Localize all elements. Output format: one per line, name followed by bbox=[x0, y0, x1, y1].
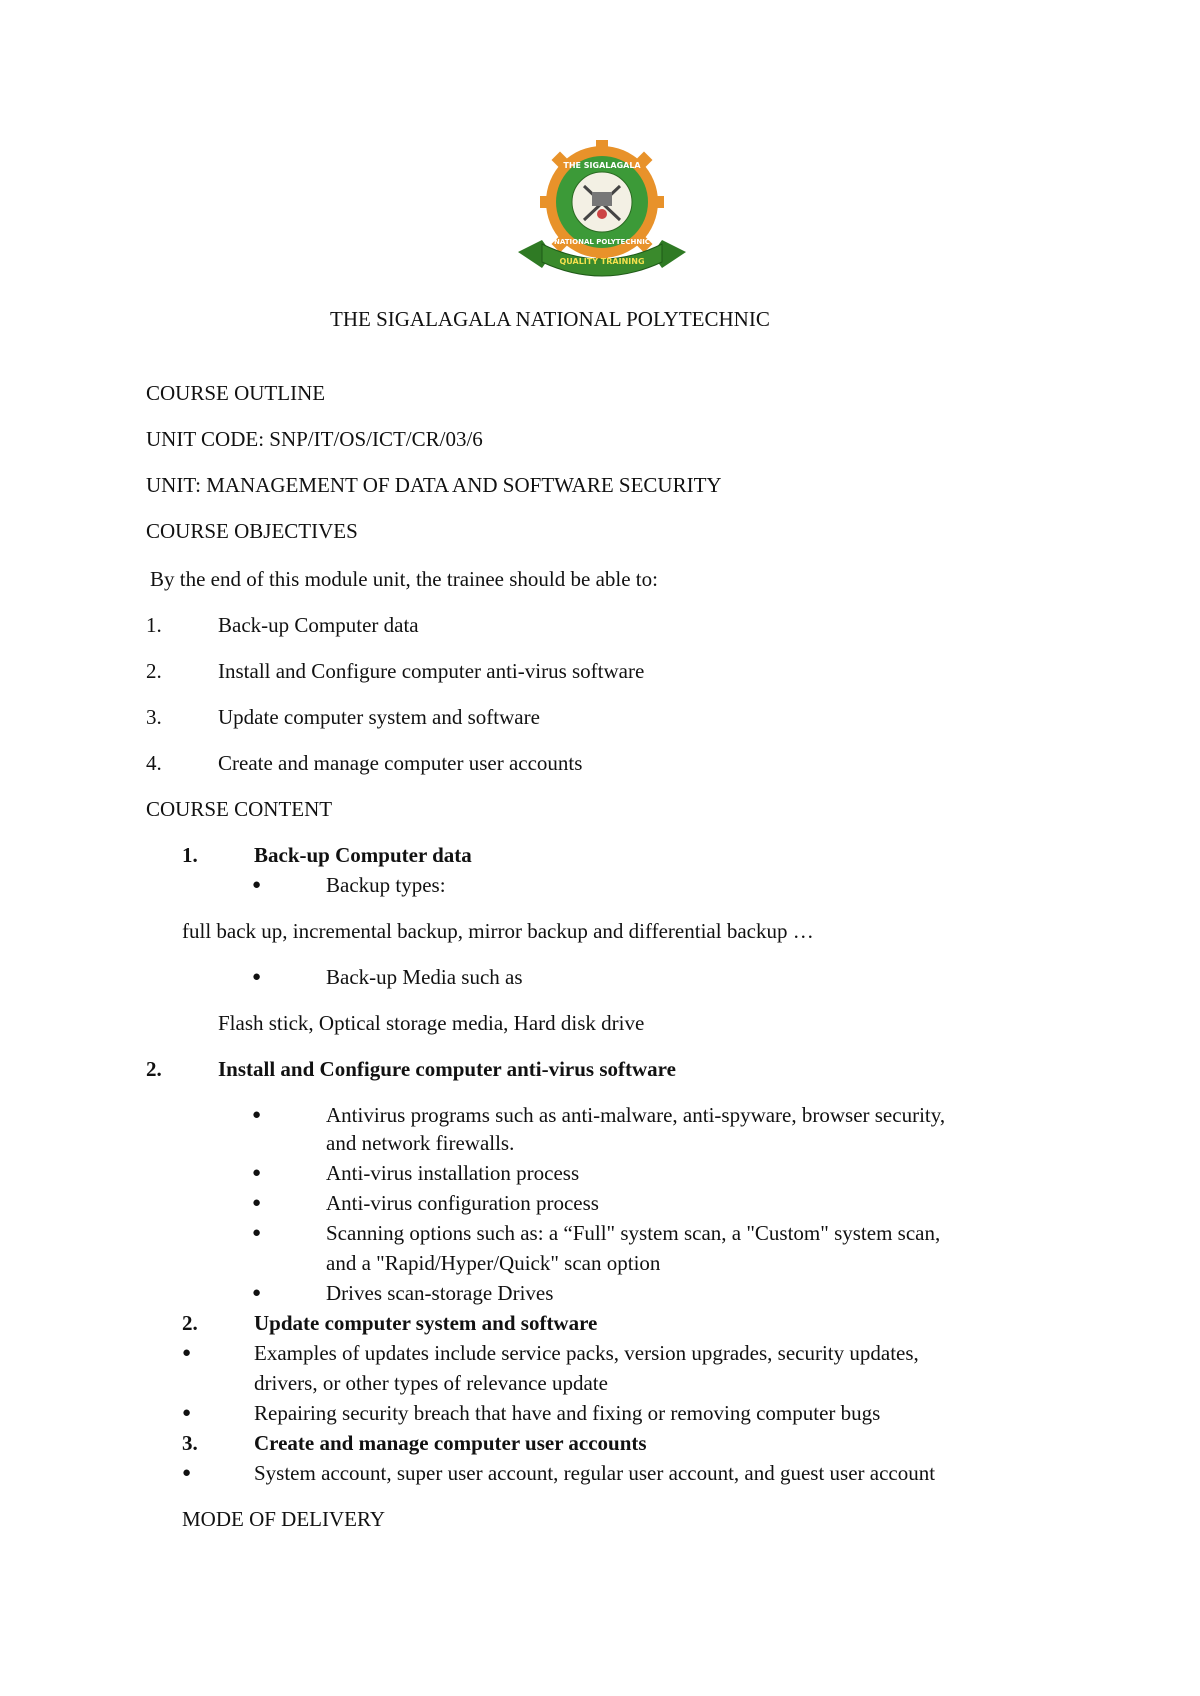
objective-number: 1. bbox=[146, 613, 162, 637]
list-item-continuation: and network firewalls. bbox=[326, 1131, 515, 1155]
list-item: Anti-virus installation process bbox=[326, 1161, 580, 1185]
list-item: Drives scan-storage Drives bbox=[326, 1281, 554, 1305]
list-item: Back-up Media such as bbox=[326, 965, 523, 989]
list-item-continuation: and a "Rapid/Hyper/Quick" scan option bbox=[326, 1251, 661, 1275]
section-title: Update computer system and software bbox=[254, 1311, 598, 1335]
bullet-icon: ● bbox=[252, 1225, 262, 1241]
section-title: Install and Configure computer anti-virus software bbox=[218, 1057, 676, 1081]
section-number: 3. bbox=[182, 1431, 198, 1455]
list-item-continuation: drivers, or other types of relevance update bbox=[254, 1371, 608, 1395]
objective-text: Back-up Computer data bbox=[218, 613, 419, 637]
bullet-icon: ● bbox=[252, 1107, 262, 1123]
section-number: 1. bbox=[182, 843, 198, 867]
backup-media-line: Flash stick, Optical storage media, Hard disk drive bbox=[218, 1011, 645, 1035]
bullet-icon: ● bbox=[252, 1195, 262, 1211]
objectives-intro: By the end of this module unit, the trainee should be able to: bbox=[150, 567, 658, 591]
objective-text: Create and manage computer user accounts bbox=[218, 751, 583, 775]
list-item: System account, super user account, regular user account, and guest user account bbox=[254, 1461, 936, 1485]
mode-of-delivery-heading: MODE OF DELIVERY bbox=[182, 1507, 385, 1531]
list-item: Antivirus programs such as anti-malware, anti-spyware, browser security, bbox=[326, 1103, 946, 1127]
course-objectives-heading: COURSE OBJECTIVES bbox=[146, 519, 358, 543]
svg-text:THE SIGALAGALA: THE SIGALAGALA bbox=[563, 161, 641, 170]
section-title: Back-up Computer data bbox=[254, 843, 472, 867]
bullet-icon: ● bbox=[252, 1285, 262, 1301]
unit-code: UNIT CODE: SNP/IT/OS/ICT/CR/03/6 bbox=[146, 427, 483, 451]
objective-number: 4. bbox=[146, 751, 162, 775]
list-item: Examples of updates include service packs, version upgrades, security updates, bbox=[254, 1341, 919, 1365]
bullet-icon: ● bbox=[252, 969, 262, 985]
bullet-icon: ● bbox=[182, 1345, 192, 1361]
section-title: Create and manage computer user accounts bbox=[254, 1431, 647, 1455]
svg-text:QUALITY TRAINING: QUALITY TRAINING bbox=[559, 257, 645, 266]
list-item: Scanning options such as: a “Full" system scan, a "Custom" system scan, bbox=[326, 1221, 941, 1245]
course-outline-heading: COURSE OUTLINE bbox=[146, 381, 326, 405]
objective-number: 2. bbox=[146, 659, 162, 683]
svg-text:NATIONAL POLYTECHNIC: NATIONAL POLYTECHNIC bbox=[554, 238, 650, 246]
bullet-icon: ● bbox=[252, 1165, 262, 1181]
bullet-icon: ● bbox=[252, 877, 262, 893]
objective-text: Update computer system and software bbox=[218, 705, 540, 729]
bullet-icon: ● bbox=[182, 1405, 192, 1421]
section-number: 2. bbox=[146, 1057, 162, 1081]
unit-title: UNIT: MANAGEMENT OF DATA AND SOFTWARE SECURITY bbox=[146, 473, 722, 497]
institution-name: THE SIGALAGALA NATIONAL POLYTECHNIC bbox=[330, 307, 770, 331]
objective-number: 3. bbox=[146, 705, 162, 729]
list-item: Repairing security breach that have and fixing or removing computer bugs bbox=[254, 1401, 881, 1425]
objective-text: Install and Configure computer anti-virus software bbox=[218, 659, 645, 683]
polytechnic-logo bbox=[512, 140, 692, 280]
list-item: Anti-virus configuration process bbox=[326, 1191, 599, 1215]
course-content-heading: COURSE CONTENT bbox=[146, 797, 333, 821]
list-item: Backup types: bbox=[326, 873, 446, 897]
backup-types-line: full back up, incremental backup, mirror backup and differential backup … bbox=[182, 919, 814, 943]
bullet-icon: ● bbox=[182, 1465, 192, 1481]
section-number: 2. bbox=[182, 1311, 198, 1335]
